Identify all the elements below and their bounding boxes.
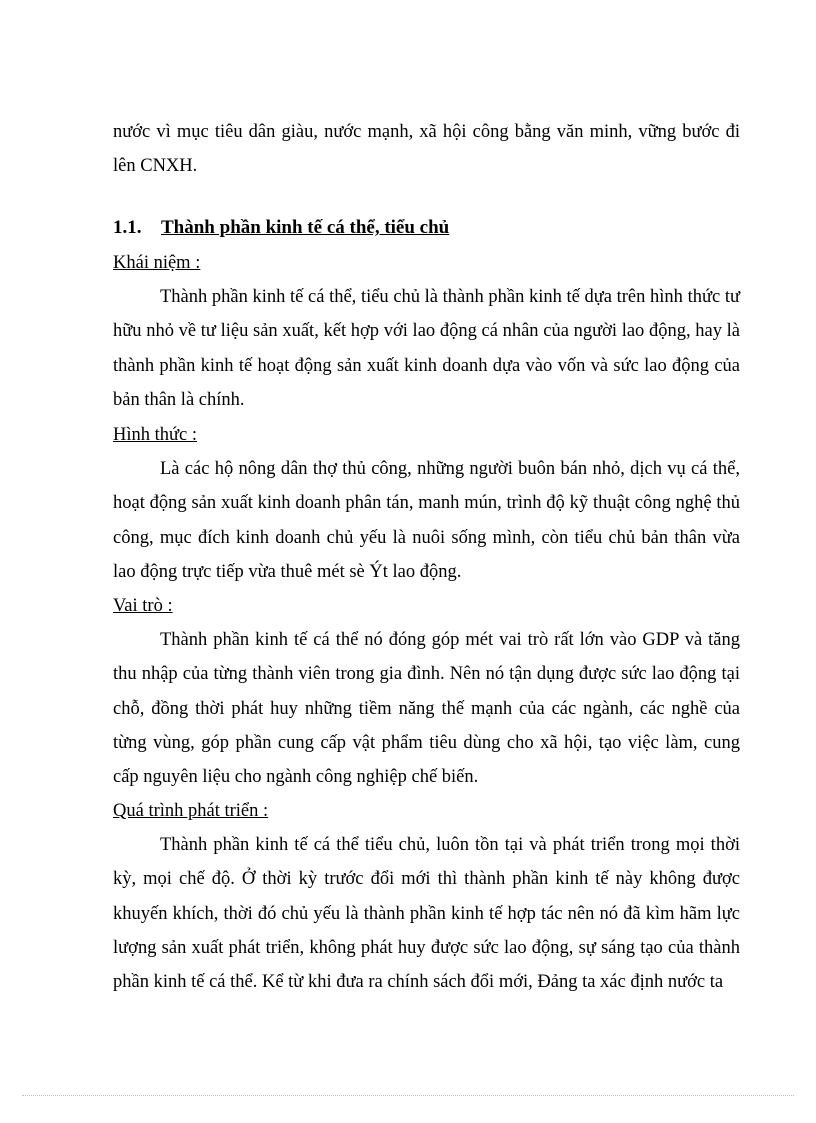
section-number: 1.1. bbox=[113, 217, 142, 238]
page-bottom-divider bbox=[22, 1095, 794, 1096]
hinh-thuc-paragraph: Là các hộ nông dân thợ thủ công, những người buôn bán nhỏ, dịch vụ cá thể, hoạt động sản xuất kinh doanh phân tán, manh mún, trình độ kỹ thuật công nghệ thủ công, mục đích kinh doanh chủ yếu là nuôi sống mình, còn tiểu chủ bản thân vừa lao động trực tiếp vừa thuê mét sè Ýt lao động. bbox=[113, 459, 740, 582]
khai-niem-label: Khái niệm : bbox=[113, 253, 201, 273]
intro-paragraph: nước vì mục tiêu dân giàu, nước mạnh, xã hội công bằng văn minh, vững bước đi lên CNXH. bbox=[113, 122, 740, 177]
section-title: Thành phần kinh tế cá thể, tiểu chủ bbox=[161, 217, 450, 238]
qua-trinh-label: Quá trình phát triển : bbox=[113, 801, 269, 821]
hinh-thuc-label: Hình thức : bbox=[113, 425, 198, 445]
section-heading bbox=[113, 214, 449, 242]
khai-niem-paragraph: Thành phần kinh tế cá thể, tiểu chủ là thành phần kinh tế dựa trên hình thức tư hữu nhỏ về tư liệu sản xuất, kết hợp với lao động cá nhân của người lao động, hay là thành phần kinh tế hoạt động sản xuất kinh doanh dựa vào vốn và sức lao động của bản thân là chính. bbox=[113, 287, 740, 410]
qua-trinh-paragraph: Thành phần kinh tế cá thể tiểu chủ, luôn tồn tại và phát triển trong mọi thời kỳ, mọi chế độ. Ở thời kỳ trước đổi mới thì thành phần kinh tế này không được khuyến khích, thời đó chủ yếu là thành phần kinh tế hợp tác nên nó đã kìm hãm lực lượng sản xuất phát triển, không phát huy được sức lao động, sự sáng tạo của thành phần kinh tế cá thể. Kể từ khi đưa ra chính sách đổi mới, Đảng ta xác định nước ta bbox=[113, 835, 740, 993]
vai-tro-label: Vai trò : bbox=[113, 596, 173, 616]
vai-tro-paragraph: Thành phần kinh tế cá thể nó đóng góp mét vai trò rất lớn vào GDP và tăng thu nhập của từng thành viên trong gia đình. Nên nó tận dụng được sức lao động tại chỗ, đồng thời phát huy những tiềm năng thế mạnh của các ngành, các nghề của từng vùng, góp phần cung cấp vật phẩm tiêu dùng cho xã hội, tạo việc làm, cung cấp nguyên liệu cho ngành công nghiệp chế biến. bbox=[113, 630, 740, 788]
